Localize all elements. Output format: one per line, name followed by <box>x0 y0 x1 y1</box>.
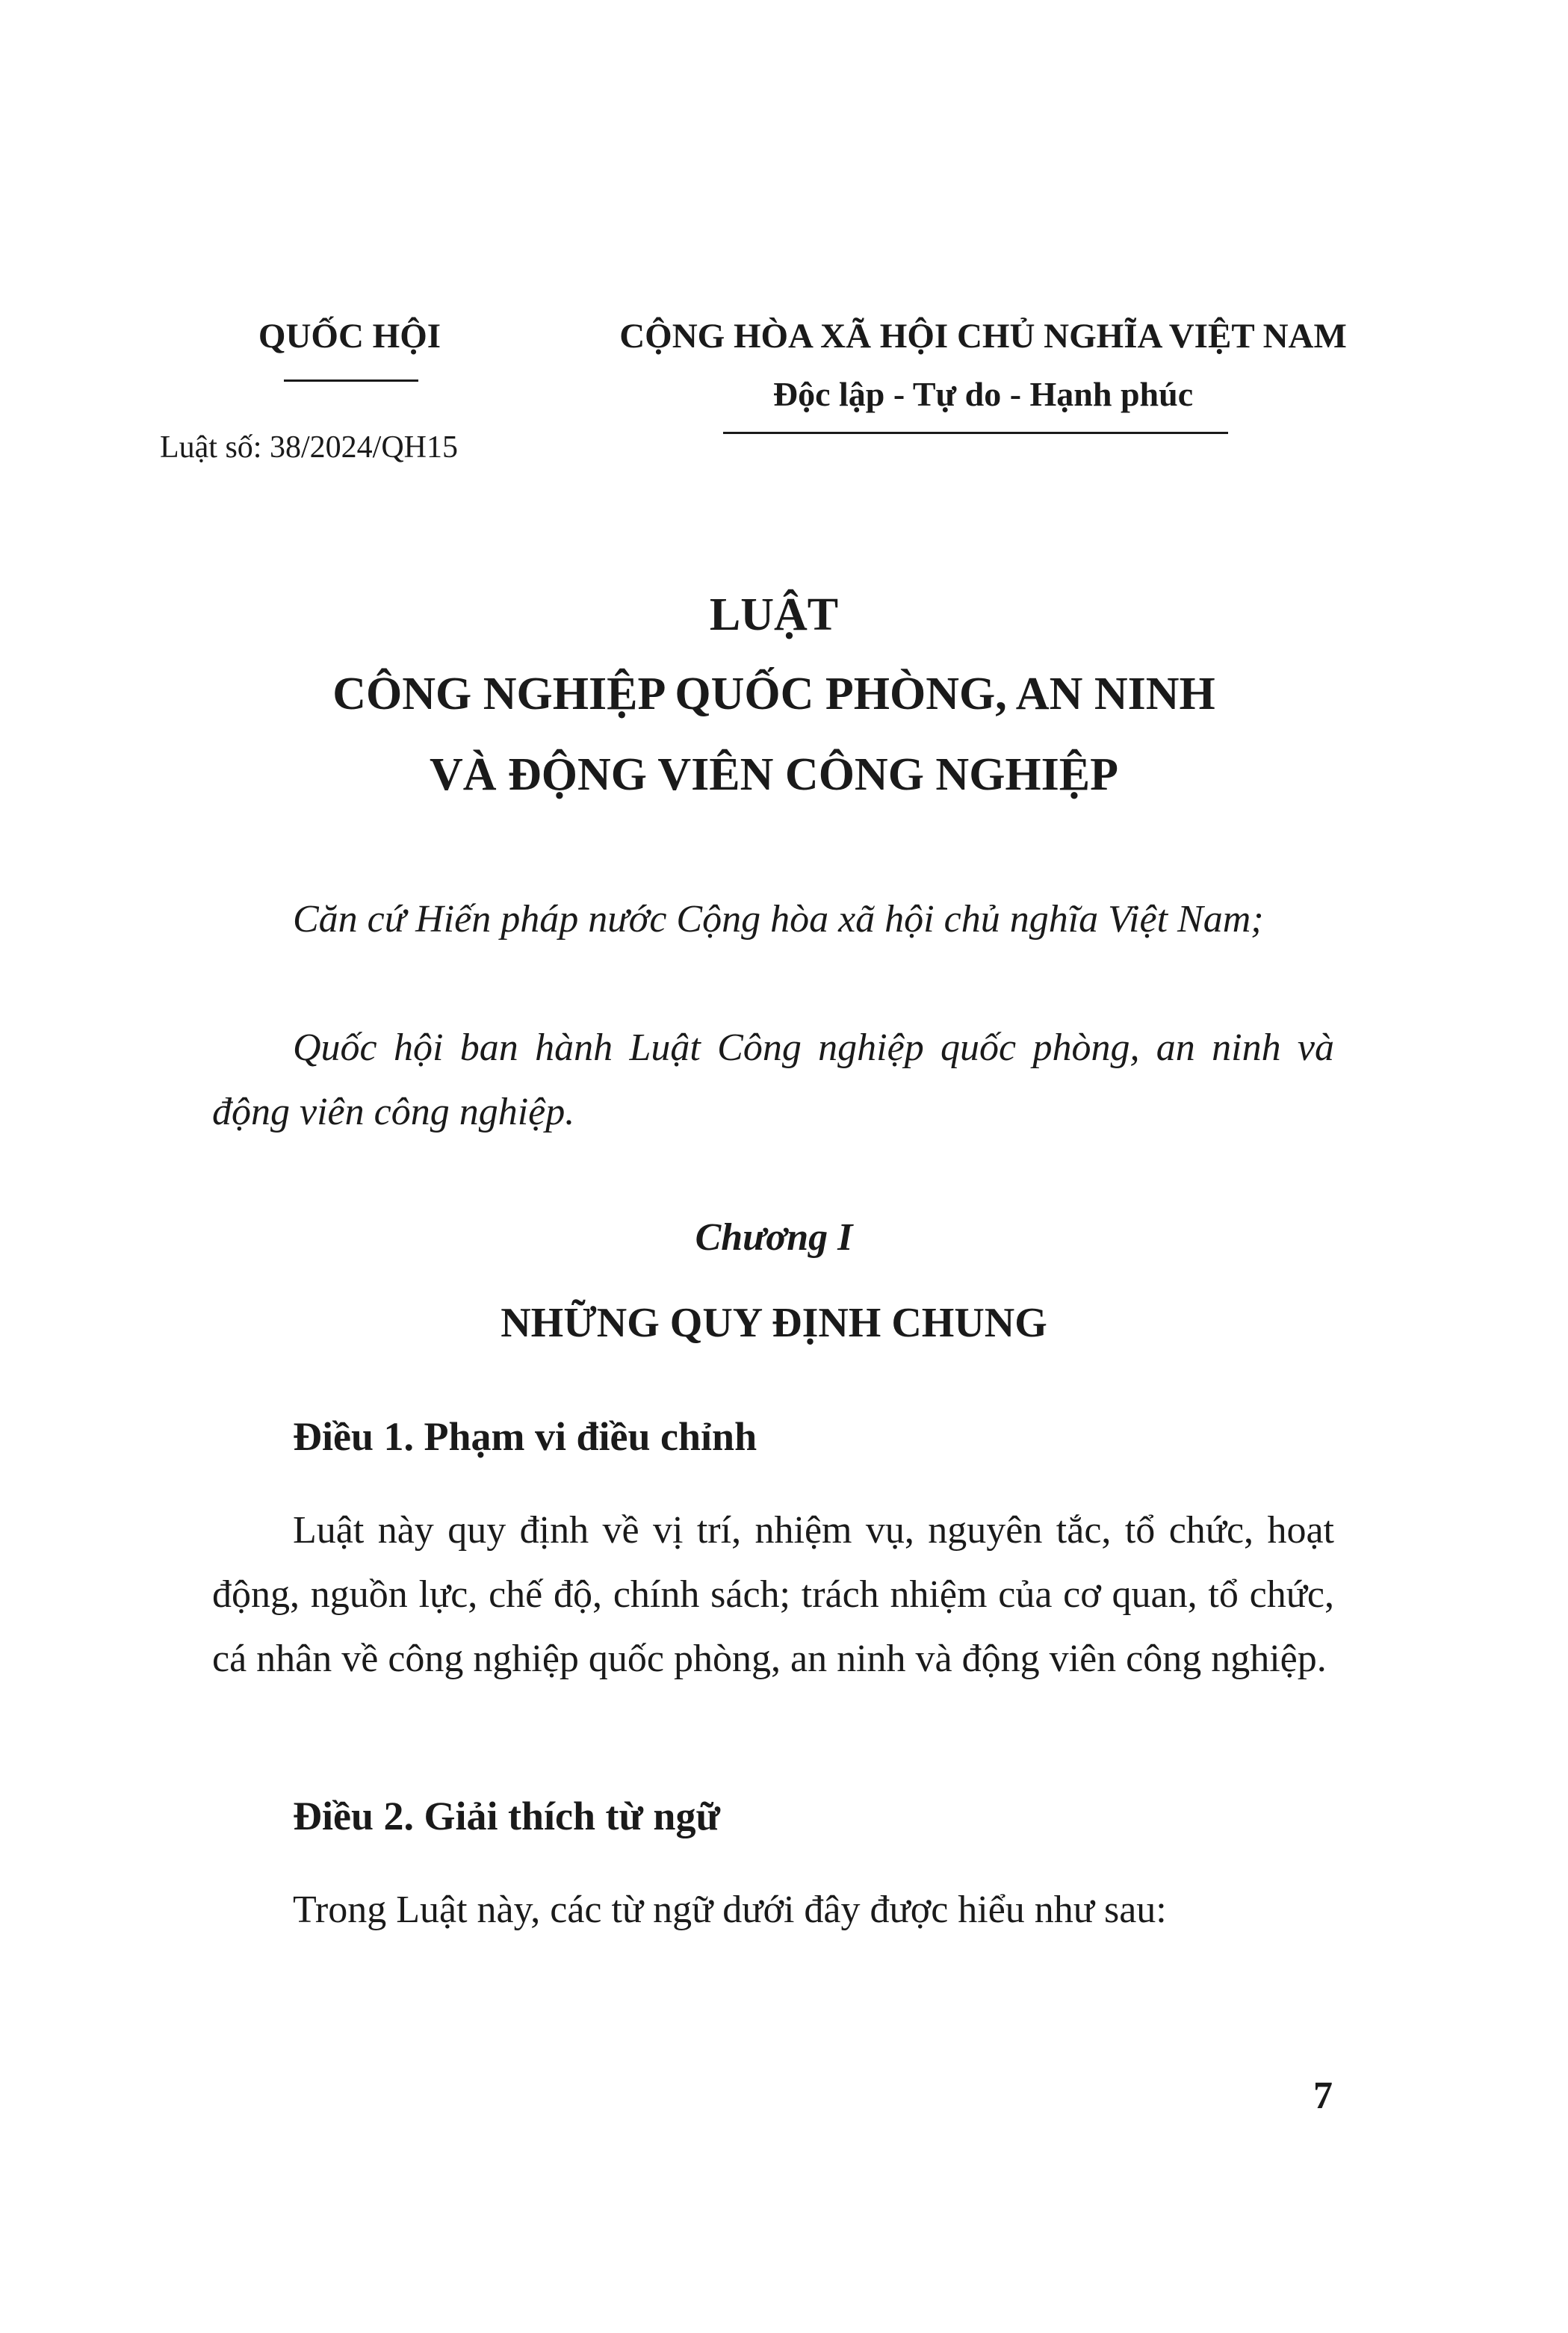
title-line-2: CÔNG NGHIỆP QUỐC PHÒNG, AN NINH <box>332 669 1215 719</box>
motto-underline <box>723 432 1228 434</box>
article-1-heading: Điều 1. Phạm vi điều chỉnh <box>293 1414 757 1459</box>
article-1-body: Luật này quy định về vị trí, nhiệm vụ, nguyên tắc, tổ chức, hoạt động, nguồn lực, chế độ, chính sách; trách nhiệm của cơ quan, tổ chức, cá nhân về công nghiệp quốc phòng, an ninh và động viên công nghiệp. <box>212 1509 1334 1680</box>
preamble-enactment: Quốc hội ban hành Luật Công nghiệp quốc phòng, an ninh và động viên công nghiệp. <box>212 1026 1334 1133</box>
chapter-name: NHỮNG QUY ĐỊNH CHUNG <box>501 1300 1047 1346</box>
title-line-1: LUẬT <box>709 589 839 640</box>
issuer-underline <box>284 379 418 382</box>
preamble-basis: Căn cứ Hiến pháp nước Cộng hòa xã hội chủ nghĩa Việt Nam; <box>293 898 1264 941</box>
title-line-3: VÀ ĐỘNG VIÊN CÔNG NGHIỆP <box>429 749 1119 800</box>
issuer: QUỐC HỘI <box>258 317 441 356</box>
article-2-heading: Điều 2. Giải thích từ ngữ <box>293 1794 720 1838</box>
article-2-body: Trong Luật này, các từ ngữ dưới đây được hiểu như sau: <box>293 1889 1167 1931</box>
chapter-number: Chương I <box>695 1216 853 1259</box>
law-number: Luật số: 38/2024/QH15 <box>160 430 458 465</box>
page-number: 7 <box>1313 2075 1333 2117</box>
country-name: CỘNG HÒA XÃ HỘI CHỦ NGHĨA VIỆT NAM <box>619 317 1347 356</box>
motto: Độc lập - Tự do - Hạnh phúc <box>772 375 1194 413</box>
